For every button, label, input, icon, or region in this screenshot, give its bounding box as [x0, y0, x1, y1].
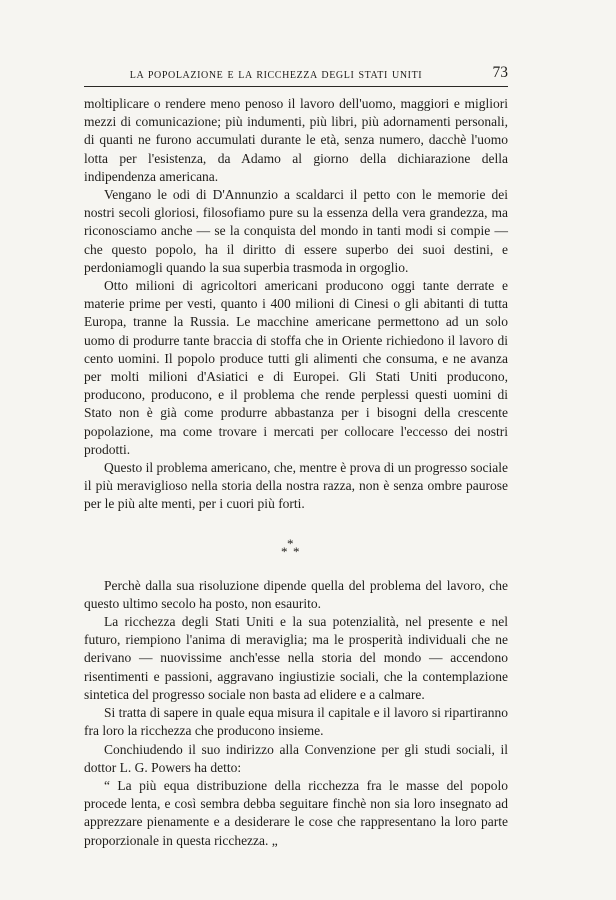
asterism-star: *	[293, 543, 300, 559]
page-header	[84, 60, 508, 86]
asterism-star: *	[287, 535, 294, 551]
paragraph: moltiplicare o rendere meno penoso il lavoro dell'uomo, maggiori e migliori mezzi di comunicazione; più indumenti, più libri, più adornamenti personali, di quanti ne furono accumulati durante le età, senza numero, dacchè l'uomo lotta per l'esistenza, da Adamo al giorno della dichiarazione della indipendenza americana.	[84, 96, 508, 184]
paragraph: Conchiudendo il suo indirizzo alla Convenzione per gli studi sociali, il dottor L. G. Powers ha detto:	[84, 741, 508, 775]
header-rule	[84, 86, 508, 87]
paragraph: Perchè dalla sua risoluzione dipende quella del problema del lavoro, che questo ultimo secolo ha posto, non esaurito.	[84, 577, 508, 611]
page-number: 73	[492, 64, 508, 81]
running-title: LA POPOLAZIONE E LA RICCHEZZA DEGLI STATI UNITI	[129, 70, 423, 81]
paragraph: La ricchezza degli Stati Uniti e la sua potenzialità, nel presente e nel futuro, riempiono l'anima di meraviglia; ma le prosperità individuali che ne derivano — nuovissime anch'esse nella storia del mondo — accendono risentimenti e passioni, aggravano ingiustizie sociali, che la contemplazione sintetica del progresso sociale non basta ad elidere e a calmare.	[84, 614, 508, 702]
section-break-asterism	[84, 525, 508, 573]
quotation-paragraph: “ La più equa distribuzione della ricchezza fra le masse del popolo procede lenta, e così sembra debba seguitare finchè non sia loro insegnato ad apprezzare pienamente e a desiderare le cose che rappresentano la loro parte proporzionale in questa ricchezza. „	[84, 777, 508, 848]
asterism-star: *	[281, 543, 288, 559]
paragraph: Si tratta di sapere in quale equa misura il capitale e il lavoro si ripartiranno fra loro la ricchezza che producono insieme.	[84, 705, 508, 739]
paragraph: Questo il problema americano, che, mentre è prova di un progresso sociale il più meraviglioso nella storia della nostra razza, non è senza ombre paurose per le più alte menti, per i cuori più forti.	[84, 460, 508, 512]
body-text	[84, 95, 508, 850]
paragraph: Vengano le odi di D'Annunzio a scaldarci il petto con le memorie dei nostri secoli gloriosi, filosofiamo pure su la essenza della vera grandezza, ma riconosciamo anche — se la conquista del mondo in tanti modi si compie — che questo popolo, ha il diritto di essere superbo dei suoi destini, e perdoniamogli quando la sua superbia trasmoda in orgoglio.	[84, 187, 508, 275]
paragraph: Otto milioni di agricoltori americani producono oggi tante derrate e materie prime per vesti, quanto i 400 milioni di Cinesi o gli abitanti di tutta Europa, tranne la Russia. Le macchine americane permettono ad un solo uomo di produrre tante braccia di stoffa che in Oriente richiedono il lavoro di cento uomini. Il popolo produce tutti gli alimenti che consuma, e ne avanza per molti milioni d'Asiatici e di Europei. Gli Stati Uniti producono, producono, producono, e il problema che rende perplessi questi uomini di Stato non è già come produrre abbastanza per i bisogni della crescente popolazione, ma come trovare i mercati per collocare l'eccesso dei nostri prodotti.	[84, 278, 508, 457]
